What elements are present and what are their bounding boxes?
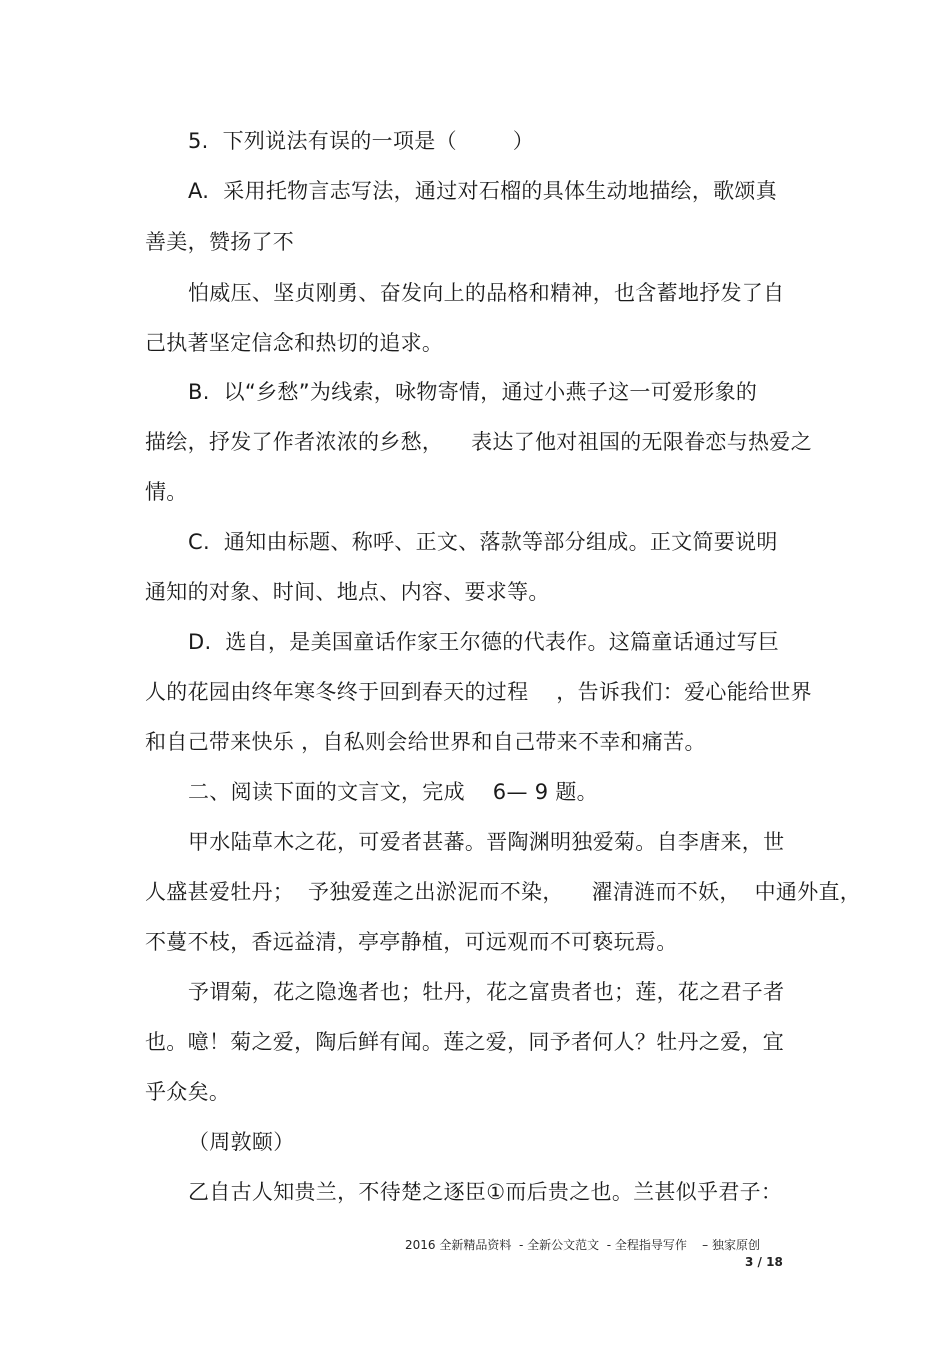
option-d-line-1: D. 选自，是美国童话作家王尔德的代表作。这篇童话通过写巨 xyxy=(188,630,780,654)
option-d-line-2: 人的花园由终年寒冬终于回到春天的过程 ，告诉我们：爱心能给世界 xyxy=(145,680,812,704)
option-c-line-1: C. 通知由标题、称呼、正文、落款等部分组成。正文简要说明 xyxy=(188,530,778,554)
option-a-line-3: 怕威压、坚贞刚勇、奋发向上的品格和精神，也含蓄地抒发了自 xyxy=(188,281,785,305)
option-b-line-2: 描绘，抒发了作者浓浓的乡愁， 表达了他对祖国的无限眷恋与热爱之 xyxy=(145,430,812,454)
passage-jia-line-5: 也。噫！菊之爱，陶后鲜有闻。莲之爱，同予者何人？牡丹之爱，宜 xyxy=(145,1030,784,1054)
section-two-heading: 二、阅读下面的文言文，完成 6— 9 题。 xyxy=(188,780,598,804)
question-5-stem: 5. 下列说法有误的一项是（ ） xyxy=(188,129,534,153)
passage-jia-line-2: 人盛甚爱牡丹； 予独爱莲之出淤泥而不染， 濯清涟而不妖， 中通外直， xyxy=(145,880,862,904)
option-a-line-2: 善美，赞扬了不 xyxy=(145,230,295,254)
page-number: 3 / 18 xyxy=(745,1255,783,1269)
option-b-line-3: 情。 xyxy=(145,480,188,504)
passage-jia-author: （周敦颐） xyxy=(188,1130,295,1154)
passage-jia-line-4: 予谓菊，花之隐逸者也；牡丹，花之富贵者也；莲，花之君子者 xyxy=(188,980,785,1004)
option-a-line-1: A. 采用托物言志写法，通过对石榴的具体生动地描绘，歌颂真 xyxy=(188,179,778,203)
option-b-line-1: B. 以“乡愁”为线索，咏物寄情，通过小燕子这一可爱形象的 xyxy=(188,380,758,404)
passage-yi-line-1: 乙自古人知贵兰，不待楚之逐臣①而后贵之也。兰甚似乎君子： xyxy=(188,1180,783,1204)
passage-jia-line-1: 甲水陆草木之花，可爱者甚蕃。晋陶渊明独爱菊。自李唐来，世 xyxy=(188,830,785,854)
option-c-line-2: 通知的对象、时间、地点、内容、要求等。 xyxy=(145,580,550,604)
option-a-line-4: 己执著坚定信念和热切的追求。 xyxy=(145,331,444,355)
footer-text: 2016 全新精品资料 - 全新公文范文 - 全程指导写作 – 独家原创 xyxy=(405,1238,760,1252)
passage-jia-line-6: 乎众矣。 xyxy=(145,1080,231,1104)
passage-jia-line-3: 不蔓不枝，香远益清，亭亭静植，可远观而不可亵玩焉。 xyxy=(145,930,678,954)
option-d-line-3: 和自己带来快乐 ，自私则会给世界和自己带来不幸和痛苦。 xyxy=(145,730,706,754)
